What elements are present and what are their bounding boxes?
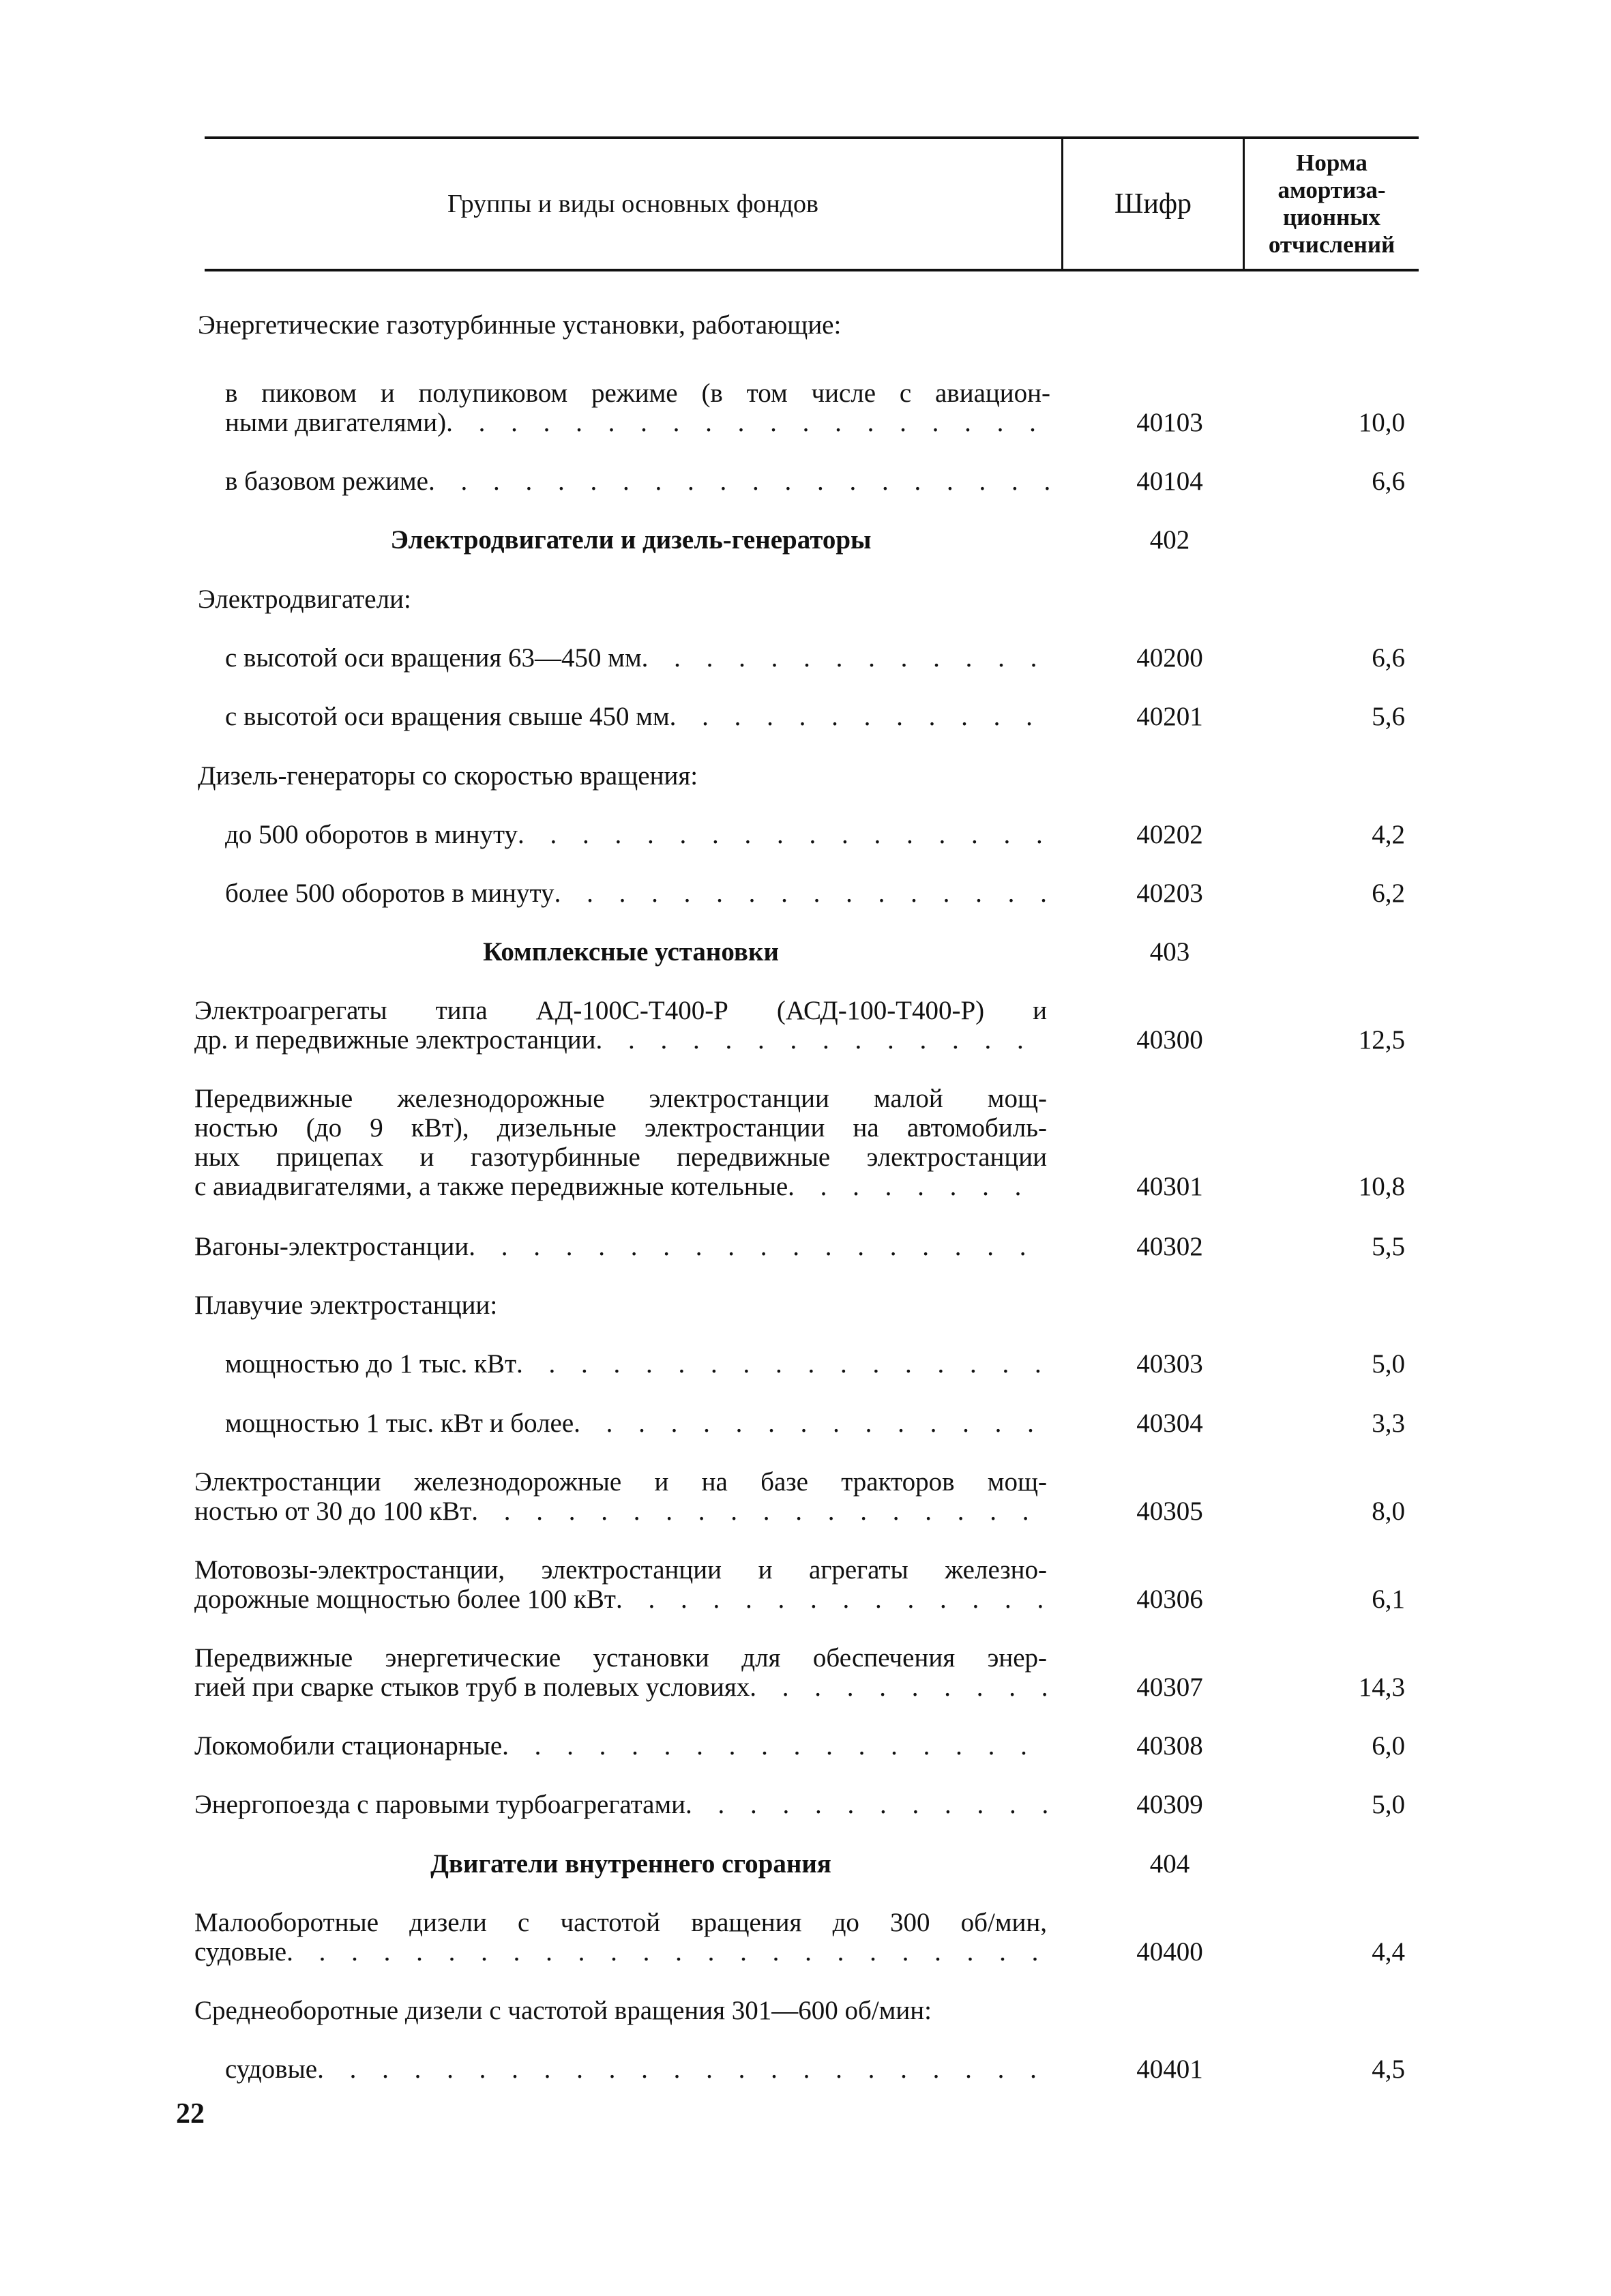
row-name-text: Электроагрегаты типа АД-100С-Т400-Р (АСД-100-Т400-Р) и bbox=[194, 996, 1047, 1025]
row-name-text: дорожные мощностью более 100 кВт bbox=[194, 1585, 616, 1614]
row-name bbox=[225, 702, 1050, 731]
row-name-line bbox=[198, 310, 1057, 340]
dot-leader bbox=[446, 408, 1050, 437]
row-name bbox=[194, 1790, 1047, 1819]
dot-leader bbox=[469, 1232, 1047, 1261]
row-norm: 3,3 bbox=[1372, 1409, 1405, 1438]
dot-leader bbox=[502, 1731, 1047, 1761]
row-name-text: Электродвигатели: bbox=[198, 585, 411, 614]
row-name-line bbox=[194, 1143, 1047, 1172]
row-name-text: с высотой оси вращения свыше 450 мм bbox=[225, 702, 670, 731]
page-number: 22 bbox=[176, 2098, 205, 2130]
dot-leader bbox=[670, 702, 1050, 731]
row-name-line bbox=[194, 1790, 1047, 1819]
row-norm: 8,0 bbox=[1372, 1497, 1405, 1526]
row-name-line bbox=[205, 1849, 1057, 1879]
row-name bbox=[225, 643, 1050, 673]
row-code: 40304 bbox=[1136, 1409, 1203, 1438]
row-name bbox=[198, 310, 1057, 340]
dot-leader bbox=[428, 467, 1050, 496]
row-name-text: ностью (до 9 кВт), дизельные электростанции на автомобиль- bbox=[194, 1113, 1047, 1143]
row-name-line bbox=[194, 1497, 1047, 1526]
row-code: 40300 bbox=[1136, 1025, 1203, 1055]
row-name-line bbox=[225, 408, 1050, 437]
row-name-text: ными двигателями) bbox=[225, 408, 447, 437]
dot-leader bbox=[685, 1790, 1047, 1819]
row-name-text: Электростанции железнодорожные и на базе тракторов мощ- bbox=[194, 1467, 1047, 1497]
row-name-text: с авиадвигателями, а также передвижные котельные bbox=[194, 1172, 788, 1201]
row-name bbox=[194, 996, 1047, 1055]
row-norm: 6,6 bbox=[1372, 467, 1405, 496]
row-name-text: мощностью 1 тыс. кВт и более bbox=[225, 1409, 574, 1438]
dot-leader bbox=[286, 1937, 1047, 1967]
row-name-text: Комплексные установки bbox=[483, 937, 779, 967]
row-name-line bbox=[194, 1172, 1047, 1201]
row-name-text: др. и передвижные электростанции bbox=[194, 1025, 596, 1055]
row-name-text: Малооборотные дизели с частотой вращения до 300 об/мин, bbox=[194, 1908, 1047, 1937]
row-code: 40303 bbox=[1136, 1349, 1203, 1379]
row-name bbox=[225, 1349, 1050, 1379]
row-name-text: с высотой оси вращения 63—450 мм bbox=[225, 643, 642, 673]
dot-leader bbox=[317, 2055, 1050, 2084]
row-name-line bbox=[225, 879, 1050, 908]
row-code: 40104 bbox=[1136, 467, 1203, 496]
row-name-line bbox=[194, 1232, 1047, 1261]
row-code: 402 bbox=[1149, 525, 1190, 555]
row-norm: 6,1 bbox=[1372, 1585, 1405, 1614]
row-name-line bbox=[225, 820, 1050, 849]
row-norm: 12,5 bbox=[1358, 1025, 1405, 1055]
row-name-text: Двигатели внутреннего сгорания bbox=[430, 1849, 831, 1879]
row-code: 40202 bbox=[1136, 820, 1203, 849]
row-norm: 14,3 bbox=[1358, 1673, 1405, 1702]
row-name-line bbox=[205, 937, 1057, 967]
row-name-line bbox=[194, 1113, 1047, 1143]
row-code: 40103 bbox=[1136, 408, 1203, 437]
row-name bbox=[194, 1731, 1047, 1761]
row-name-line bbox=[194, 1585, 1047, 1614]
row-norm: 5,0 bbox=[1372, 1790, 1405, 1819]
row-name-text: гией при сварке стыков труб в полевых условиях bbox=[194, 1673, 750, 1702]
row-norm: 5,6 bbox=[1372, 702, 1405, 731]
dot-leader bbox=[642, 643, 1050, 673]
row-name bbox=[205, 525, 1057, 555]
row-name-line bbox=[205, 525, 1057, 555]
row-name-line bbox=[194, 1673, 1047, 1702]
row-name bbox=[194, 1467, 1047, 1526]
row-name bbox=[225, 879, 1050, 908]
row-name-text: в пиковом и полупиковом режиме (в том числе с авиацион- bbox=[225, 379, 1050, 408]
dot-leader bbox=[750, 1673, 1047, 1702]
row-code: 40306 bbox=[1136, 1585, 1203, 1614]
row-norm: 10,8 bbox=[1358, 1172, 1405, 1201]
row-name-line bbox=[225, 643, 1050, 673]
row-name bbox=[194, 1908, 1047, 1967]
row-name-line bbox=[225, 1409, 1050, 1438]
dot-leader bbox=[574, 1409, 1050, 1438]
dot-leader bbox=[788, 1172, 1047, 1201]
row-norm: 6,2 bbox=[1372, 879, 1405, 908]
dot-leader bbox=[516, 1349, 1050, 1379]
row-name-text: Плавучие электростанции: bbox=[194, 1291, 498, 1320]
row-norm: 6,0 bbox=[1372, 1731, 1405, 1761]
row-name-text: Дизель-генераторы со скоростью вращения: bbox=[198, 761, 698, 791]
row-name-text: Передвижные железнодорожные электростанции малой мощ- bbox=[194, 1084, 1047, 1113]
row-norm: 5,0 bbox=[1372, 1349, 1405, 1379]
row-name-text: в базовом режиме bbox=[225, 467, 428, 496]
row-name bbox=[198, 761, 1057, 791]
header-bottom-rule bbox=[205, 269, 1419, 271]
row-norm: 4,4 bbox=[1372, 1937, 1405, 1967]
row-name-line bbox=[194, 1291, 1054, 1320]
row-name-text: мощностью до 1 тыс. кВт bbox=[225, 1349, 516, 1379]
row-name-line bbox=[194, 1025, 1047, 1055]
row-code: 40301 bbox=[1136, 1172, 1203, 1201]
row-name-line bbox=[225, 702, 1050, 731]
row-code: 40200 bbox=[1136, 643, 1203, 673]
row-norm: 4,2 bbox=[1372, 820, 1405, 849]
dot-leader bbox=[518, 820, 1050, 849]
row-name-line bbox=[194, 1908, 1047, 1937]
row-name-text: более 500 оборотов в минуту bbox=[225, 879, 555, 908]
row-name-text: Электродвигатели и дизель-генераторы bbox=[390, 525, 872, 555]
row-name bbox=[198, 585, 1057, 614]
row-name bbox=[194, 1232, 1047, 1261]
row-name bbox=[194, 1555, 1047, 1614]
dot-leader bbox=[555, 879, 1050, 908]
row-name-line bbox=[194, 1467, 1047, 1497]
row-norm: 10,0 bbox=[1358, 408, 1405, 437]
row-name-text: судовые bbox=[194, 1937, 287, 1967]
row-name-line bbox=[194, 996, 1047, 1025]
row-name-line bbox=[225, 1349, 1050, 1379]
row-code: 40305 bbox=[1136, 1497, 1203, 1526]
row-name bbox=[194, 1291, 1054, 1320]
row-name-text: Мотовозы-электростанции, электростанции и агрегаты железно- bbox=[194, 1555, 1047, 1585]
row-code: 40401 bbox=[1136, 2055, 1203, 2084]
row-name-line bbox=[225, 379, 1050, 408]
column-header-code: Шифр bbox=[1114, 188, 1192, 220]
column-header-norm: Норма амортиза- ционных отчислений bbox=[1268, 149, 1395, 259]
row-name bbox=[194, 1084, 1047, 1201]
row-name bbox=[194, 1643, 1047, 1702]
row-name-text: Энергопоезда с паровыми турбоагрегатами bbox=[194, 1790, 686, 1819]
row-name-line bbox=[194, 1731, 1047, 1761]
row-name-text: Передвижные энергетические установки для обеспечения энер- bbox=[194, 1643, 1047, 1673]
row-name bbox=[205, 1849, 1057, 1879]
row-code: 40307 bbox=[1136, 1673, 1203, 1702]
row-name-text: Среднеоборотные дизели с частотой вращения 301—600 об/мин: bbox=[194, 1996, 932, 2025]
row-name-line bbox=[194, 1937, 1047, 1967]
row-name bbox=[225, 467, 1050, 496]
row-code: 40302 bbox=[1136, 1232, 1203, 1261]
row-code: 403 bbox=[1149, 937, 1190, 967]
row-name bbox=[225, 820, 1050, 849]
row-norm: 5,5 bbox=[1372, 1232, 1405, 1261]
row-code: 40201 bbox=[1136, 702, 1203, 731]
row-name-line bbox=[194, 1084, 1047, 1113]
row-name-line bbox=[194, 1996, 1047, 2025]
row-name-text: Энергетические газотурбинные установки, работающие: bbox=[198, 310, 842, 340]
row-code: 404 bbox=[1149, 1849, 1190, 1879]
row-name bbox=[194, 1996, 1047, 2025]
column-header-name: Группы и виды основных фондов bbox=[447, 190, 818, 218]
row-name-line bbox=[194, 1643, 1047, 1673]
row-name-text: судовые bbox=[225, 2055, 318, 2084]
row-name-line bbox=[198, 585, 1057, 614]
row-name-line bbox=[198, 761, 1057, 791]
dot-leader bbox=[471, 1497, 1047, 1526]
row-name-text: Вагоны-электростанции bbox=[194, 1232, 469, 1261]
row-name-line bbox=[194, 1555, 1047, 1585]
row-code: 40308 bbox=[1136, 1731, 1203, 1761]
row-code: 40309 bbox=[1136, 1790, 1203, 1819]
row-name-line bbox=[225, 467, 1050, 496]
dot-leader bbox=[596, 1025, 1047, 1055]
row-name-text: ностью от 30 до 100 кВт bbox=[194, 1497, 472, 1526]
row-name-text: ных прицепах и газотурбинные передвижные электростанции bbox=[194, 1143, 1047, 1172]
row-code: 40203 bbox=[1136, 879, 1203, 908]
row-name bbox=[205, 937, 1057, 967]
row-name bbox=[225, 1409, 1050, 1438]
dot-leader bbox=[616, 1585, 1047, 1614]
row-name-text: Локомобили стационарные bbox=[194, 1731, 503, 1761]
row-norm: 4,5 bbox=[1372, 2055, 1405, 2084]
row-name-line bbox=[225, 2055, 1050, 2084]
row-norm: 6,6 bbox=[1372, 643, 1405, 673]
table-header bbox=[205, 136, 1419, 271]
row-name bbox=[225, 379, 1050, 437]
row-code: 40400 bbox=[1136, 1937, 1203, 1967]
row-name-text: до 500 оборотов в минуту bbox=[225, 820, 518, 849]
row-name bbox=[225, 2055, 1050, 2084]
